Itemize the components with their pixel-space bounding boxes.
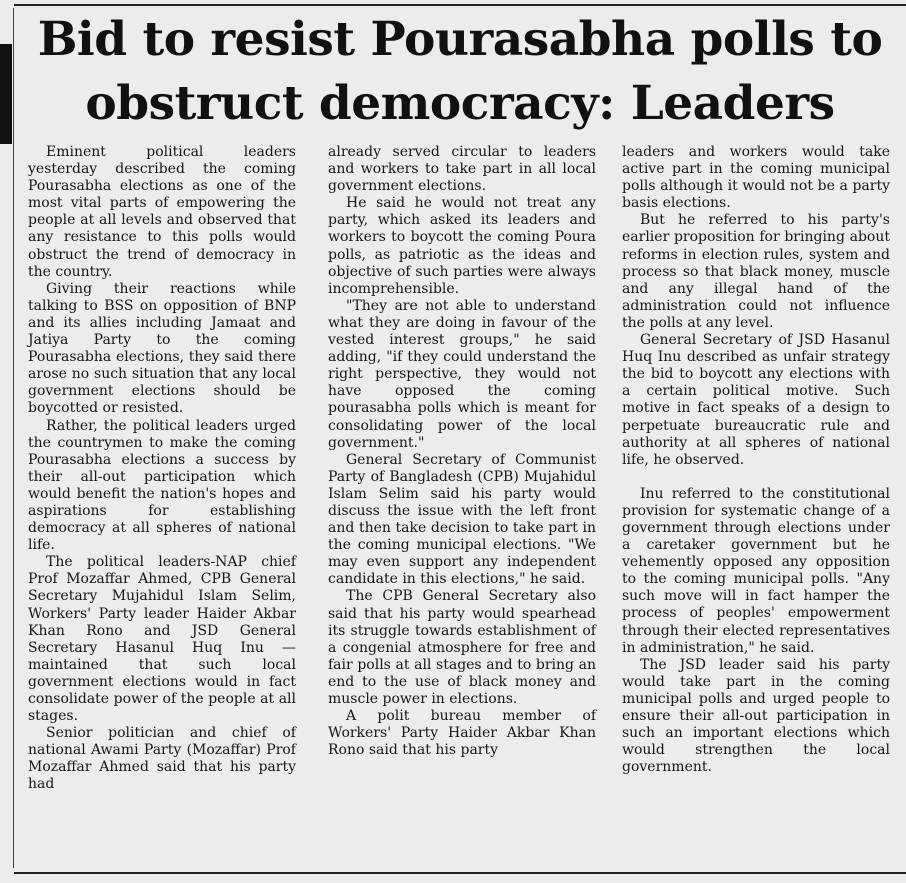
paragraph: General Secretary of Communist Party of Bangladesh (CPB) Mujahidul Islam Selim said his party would discuss the issue with the left front and then take decision to take part in the coming municipal elections. "We may even support any independent candidate in this elections," he said.	[328, 451, 596, 588]
paragraph: "They are not able to understand what they are doing in favour of the vested interest groups," he said adding, "if they could understand the right perspective, they would not have opposed the coming pourasabha polls which is meant for consolidating power of the local government."	[328, 297, 596, 451]
bottom-rule	[14, 872, 906, 874]
paragraph: A polit bureau member of Workers' Party Haider Akbar Khan Rono said that his party	[328, 708, 596, 759]
paragraph: He said he would not treat any party, which asked its leaders and workers to boycott the coming Poura polls, as patriotic as the ideas and objective of such parties were always incomprehensible.	[328, 195, 596, 297]
paragraph: Senior politician and chief of national Awami Party (Mozaffar) Prof Mozaffar Ahmed said that his party had	[28, 725, 296, 793]
paragraph: The CPB General Secretary also said that his party would spearhead its struggle towards establishment of a congenial atmosphere for free and fair polls at all stages and to bring an end to the use of black money and muscle power in elections.	[328, 588, 596, 707]
paragraph: Giving their reactions while talking to BSS on opposition of BNP and its allies including Jamaat and Jatiya Party to the coming Pourasabha elections, they said there arose no such situation that any local government elections should be boycotted or resisted.	[28, 280, 296, 417]
article-headline: Bid to resist Pourasabha polls to obstruct democracy: Leaders	[37, 12, 883, 131]
left-margin-bar	[0, 44, 12, 144]
paragraph: leaders and workers would take active part in the coming municipal polls although it would not be a party basis elections.	[622, 144, 890, 212]
paragraph: The political leaders-NAP chief Prof Mozaffar Ahmed, CPB General Secretary Mujahidul Islam Selim, Workers' Party leader Haider Akbar Khan Rono and JSD General Secretary Hasanul Huq Inu — maintained that such local government elections would in fact consolidate power of the people at all stages.	[28, 554, 296, 725]
paragraph: General Secretary of JSD Hasanul Huq Inu described as unfair strategy the bid to boycott any elections with a certain political motive. Such motive in fact speaks of a design to perpetuate bureaucratic rule and authority at all spheres of national life, he observed.	[622, 332, 890, 468]
paragraph: Inu referred to the constitutional provision for systematic change of a government through elections under a caretaker government but he vehemently opposed any opposition to the coming municipal polls. "Any such move will in fact hamper the process of peoples' empowerment through their elected representatives in administration," he said.	[622, 485, 890, 656]
paragraph: already served circular to leaders and workers to take part in all local government elections.	[328, 144, 596, 195]
paragraph: But he referred to his party's earlier proposition for bringing about reforms in election rules, system and process so that black money, muscle and any illegal hand of the administration could not influence the polls at any level.	[622, 212, 890, 331]
article-column-3	[622, 144, 890, 776]
paragraph: Eminent political leaders yesterday described the coming Pourasabha elections as one of the most vital parts of empowering the people at all levels and observed that any resistance to this polls would obstruct the trend of democracy in the country.	[28, 144, 296, 280]
left-rule	[13, 8, 14, 868]
paragraph: The JSD leader said his party would take part in the coming municipal polls and urged people to ensure their all-out participation in such an important elections which would strengthen the local government.	[622, 656, 890, 776]
article-column-1	[28, 144, 296, 794]
top-rule	[14, 4, 906, 6]
article-column-2	[328, 144, 596, 759]
paragraph: Rather, the political leaders urged the countrymen to make the coming Pourasabha elections a success by their all-out participation which would benefit the nation's hopes and aspirations for establishing democracy at all spheres of national life.	[28, 417, 296, 554]
